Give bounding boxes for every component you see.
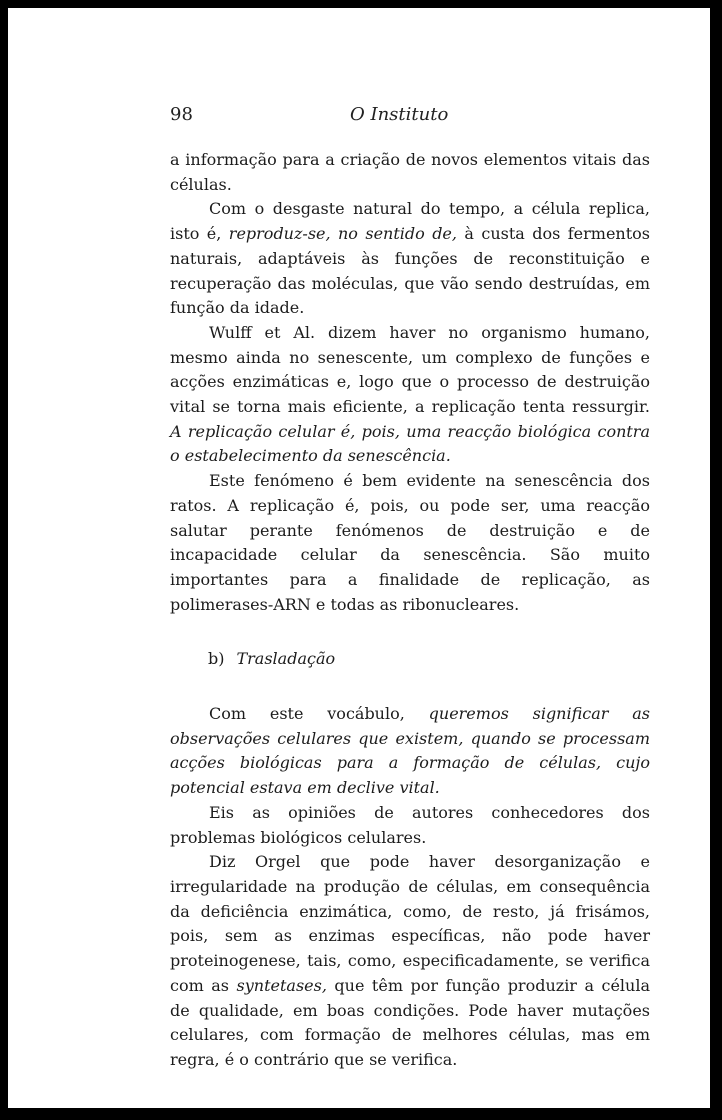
body-text: [170, 148, 650, 1073]
paragraph: Diz Orgel que pode haver desorganização e irregularidade na produção de células, em consequência da deficiência enzimática, como, de resto, já frisámos, pois, sem as enzimas específicas, não pode haver proteinogenese, tais, como, especificadamente, se verifica com as syntetases, que têm por função produzir a célula de qualidade, em boas condições. Pode haver mutações celulares, com formação de melhores células, mas em regra, é o contrário que se verifica.: [170, 852, 651, 1069]
page-number: 98: [170, 104, 193, 125]
paragraph: Com este vocábulo, queremos significar as observações celulares que existem, quando se processam acções biológicas para a formação de células, cujo potencial estava em declive vital.: [170, 704, 650, 798]
document-page: [8, 8, 710, 1108]
paragraph: a informação para a criação de novos elementos vitais das células.: [170, 150, 650, 194]
subheading-letter: b): [208, 649, 225, 669]
paragraph: Este fenómeno é bem evidente na senescência dos ratos. A replicação é, pois, ou pode ser, uma reacção salutar perante fenómenos de destruição e de incapacidade celular da senescência. São muito importantes para a finalidade de replicação, as polimerases-ARN e todas as ribonucleares.: [170, 471, 650, 614]
running-title: O Instituto: [350, 104, 449, 125]
paragraph: Wulff et Al. dizem haver no organismo humano, mesmo ainda no senescente, um complexo de funções e acções enzimáticas e, logo que o processo de destruição vital se torna mais eficiente, a replicação tenta ressurgir. A replicação celular é, pois, uma reacção biológica contra o estabelecimento da senescência.: [170, 322, 650, 466]
subheading-title: Trasladação: [236, 649, 336, 669]
page-header: [170, 104, 650, 134]
paragraph: Com o desgaste natural do tempo, a célula replica, isto é, reproduz-se, no sentido de, à custa dos fermentos naturais, adaptáveis às funções de reconstituição e recuperação das moléculas, que vão sendo destruídas, em função da idade.: [170, 199, 651, 318]
paragraph: Eis as opiniões de autores conhecedores dos problemas biológicos celulares.: [170, 802, 650, 847]
section-subheading: [170, 647, 650, 672]
